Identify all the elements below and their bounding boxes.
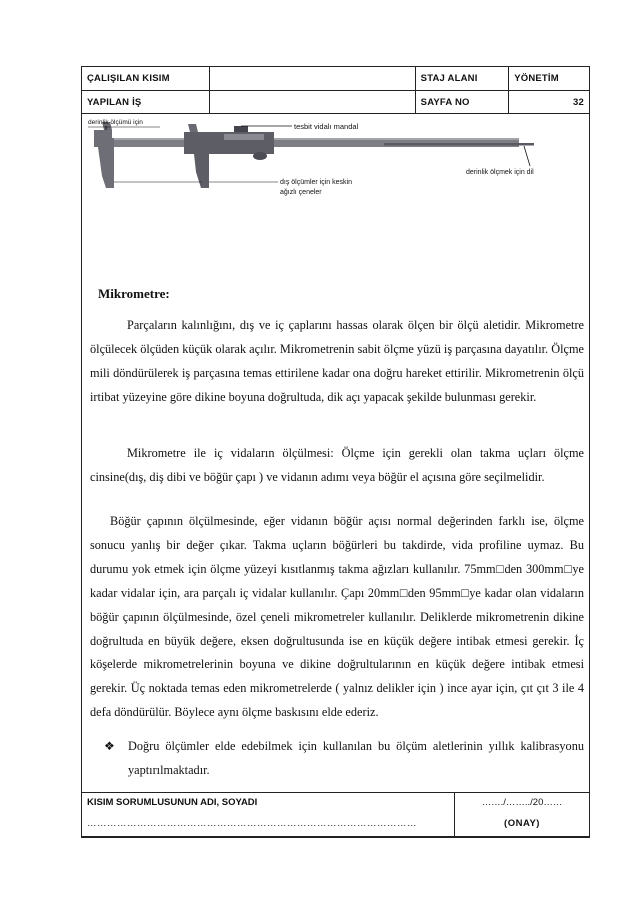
paragraph-1 [90, 314, 584, 410]
label-outer-jaws-1: dış ölçümler için keskin [280, 179, 352, 186]
paragraph-2 [90, 442, 584, 490]
approval-date: ……./……../20…… [481, 797, 563, 808]
responsible-signature-line: ……………………………………………………………………………………… [87, 818, 417, 829]
section-label: ÇALIŞILAN KISIM [82, 67, 210, 91]
paragraph-text: Böğür çapının ölçülmesinde, eğer vidanın böğür açısı normal değerinden farklı ise, ölçme sonucu yanlış bir değer çıkar. Takma uçların böğürleri bu takdirde, vida profiline uymaz. Bu durumu yok etmek için ölçme yüzeyi kısıtlanmış takma ağızları kullanılır. 75mm□den 300mm□ye kadar vidalar için, ara parçalı iç vidalar kullanılır. Çapı 20mm□den 95mm□ye kadar olan vidaların böğür çapının ölçülmesinde, özel çeneli mikrometreler kullanılır. Deliklerde mikrometrenin dikine doğrultuda en büyük değere, eksen doğrultusunda ise en küçük değere intibak etmesi gerekir. İç köşelerde mikrometrelerinin boyuna ve dikine doğrultularının en küçük değere intibak etmesi gerekir. Üç noktada temas eden mikrometrelerde ( yalnız delikler için ) ince ayar için, çıt çıt 3 ile 4 defa döndürülür. Böylece aynı ölçme baskısını elde ederiz. [90, 514, 584, 720]
approval-cell [455, 793, 590, 838]
responsible-label: KISIM SORUMLUSUNUN ADI, SOYADI [87, 797, 258, 808]
internship-field-label: STAJ ALANI [415, 67, 509, 91]
footer-table [81, 792, 590, 838]
caliper-lock-screw [234, 126, 248, 132]
task-value [210, 91, 415, 114]
section-value [210, 67, 415, 91]
bullet-item [104, 735, 584, 783]
paragraph-text: Mikrometre ile iç vidaların ölçülmesi: Ölçme için gerekli olan takma uçları ölçme cinsine(dış, diş dibi ve böğür çapı ) ve vidanın adımı veya böğür el açısına göre seçilmelidir. [90, 446, 584, 484]
page-no-value: 32 [509, 91, 590, 114]
responsible-cell [82, 793, 455, 838]
internship-field-value: YÖNETİM [509, 67, 590, 91]
caliper-depth-rod [384, 143, 534, 146]
header-row-section [82, 67, 590, 91]
approval-label: (ONAY) [504, 818, 540, 829]
label-outer-jaws-2: ağızlı çeneler [280, 189, 322, 196]
page-no-label: SAYFA NO [415, 91, 509, 114]
label-depth-rod: derinlik ölçmek için dil [466, 169, 534, 176]
paragraph-3 [90, 510, 584, 725]
label-depth-probe: derinlik ölçümü için [88, 119, 143, 126]
header-table [81, 66, 590, 114]
section-title: Mikrometre: [98, 286, 170, 301]
label-lock-screw: tesbit vidalı mandal [294, 122, 359, 131]
bullet-text: Doğru ölçümler elde edebilmek için kullanılan bu ölçüm aletlerinin yıllık kalibrasyonu yaptırılmaktadır. [128, 739, 584, 777]
caliper-fixed-jaw [94, 130, 114, 188]
paragraph-text: Parçaların kalınlığını, dış ve iç çaplarını hassas olarak ölçen bir ölçü aletidir. Mikrometre ölçülecek ölçüden küçük olarak açılır. Mikrometrenin sabit ölçme yüzü iş parçasına dayatılır. Ölçme mili döndürülerek iş parçasına temas ettirilene kadar ona doğru hareket ettirilir. Mikrometrenin ölçü irtibat yüzeyine göre dikine boyuna doğrultuda, dik açı yapacak şekilde bulunması gerekir. [90, 318, 584, 404]
caliper-figure [84, 116, 554, 202]
header-row-task [82, 91, 590, 114]
task-label: YAPILAN İŞ [82, 91, 210, 114]
diamond-bullet-icon: ❖ [104, 739, 115, 753]
caliper-slider [184, 132, 274, 188]
footer-row [82, 793, 590, 838]
